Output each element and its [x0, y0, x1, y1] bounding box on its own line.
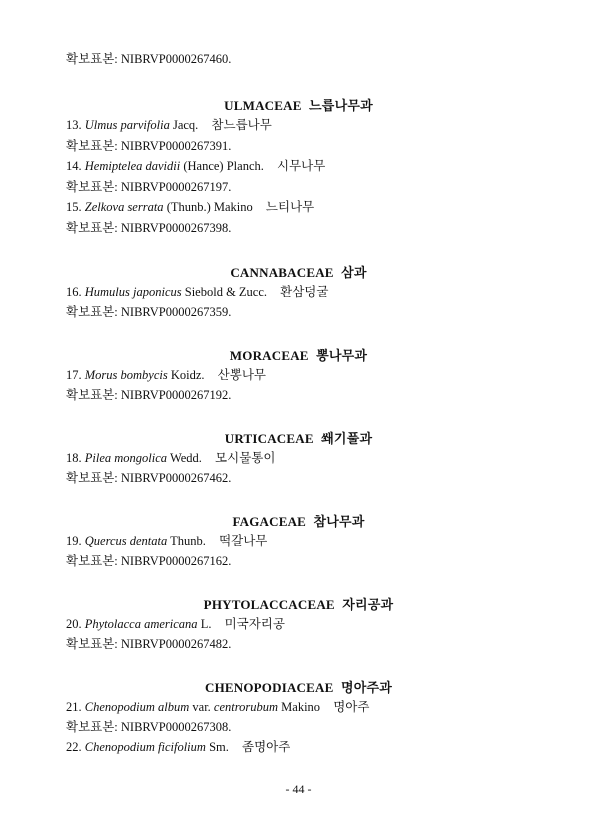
species-entry [66, 450, 275, 466]
specimen-line [66, 51, 231, 67]
family-name: FAGACEAE [232, 514, 307, 529]
specimen-line [66, 179, 231, 195]
specimen-line [66, 220, 231, 236]
author-name: L. [200, 617, 212, 631]
specimen-line [66, 719, 231, 735]
author-name: (Hance) Planch. [183, 159, 264, 173]
family-name: ULMACEAE [224, 98, 302, 113]
family-name: PHYTOLACCACEAE [203, 597, 335, 612]
author-name: Jacq. [172, 118, 199, 132]
korean-name: 좀명아주 [242, 740, 291, 754]
species-number: 17. [66, 368, 82, 382]
korean-name: 느티나무 [265, 200, 315, 214]
specimen-label: 확보표본: [66, 139, 118, 153]
species-number: 14. [66, 159, 82, 173]
scientific-name: Chenopodium album [84, 700, 190, 714]
family-heading [0, 95, 597, 114]
specimen-number: NIBRVP0000267162. [120, 554, 232, 568]
scientific-name: Hemiptelea davidii [84, 159, 181, 173]
scientific-name: Phytolacca americana [84, 617, 198, 631]
family-korean-name: 뽕나무과 [316, 348, 368, 363]
specimen-number: NIBRVP0000267398. [120, 221, 232, 235]
scientific-name: Morus bombycis [84, 368, 168, 382]
specimen-line [66, 636, 231, 652]
specimen-label: 확보표본: [66, 637, 118, 651]
family-name: URTICACEAE [224, 431, 314, 446]
family-heading [0, 511, 597, 530]
species-number: 19. [66, 534, 82, 548]
korean-name: 떡갈나무 [219, 534, 268, 548]
scientific-name: Zelkova serrata [84, 200, 164, 214]
specimen-line [66, 470, 231, 486]
species-entry [66, 284, 328, 300]
korean-name: 참느릅나무 [211, 118, 272, 132]
species-number: 15. [66, 200, 82, 214]
specimen-label: 확보표본: [66, 471, 118, 485]
species-entry [66, 158, 325, 174]
family-korean-name: 참나무과 [313, 514, 365, 529]
species-entry [66, 533, 267, 549]
family-korean-name: 자리공과 [342, 597, 394, 612]
family-heading [0, 677, 597, 696]
species-number: 13. [66, 118, 82, 132]
specimen-number: NIBRVP0000267192. [120, 388, 232, 402]
specimen-label: 확보표본: [66, 388, 118, 402]
species-entry [66, 739, 290, 755]
specimen-label: 확보표본: [66, 180, 118, 194]
family-korean-name: 쐐기풀과 [321, 431, 373, 446]
specimen-label: 확보표본: [66, 305, 118, 319]
specimen-line [66, 138, 231, 154]
variety-name: centrorubum [213, 700, 279, 714]
specimen-label: 확보표본: [66, 52, 118, 66]
author-name: Thunb. [170, 534, 206, 548]
family-name: CANNABACEAE [230, 265, 334, 280]
scientific-name: Chenopodium ficifolium [84, 740, 206, 754]
author-name: Siebold & Zucc. [184, 285, 268, 299]
species-entry [66, 117, 272, 133]
specimen-line [66, 553, 231, 569]
specimen-number: NIBRVP0000267460. [120, 52, 232, 66]
family-name: MORACEAE [229, 348, 309, 363]
species-number: 16. [66, 285, 82, 299]
species-entry [66, 367, 266, 383]
specimen-number: NIBRVP0000267359. [120, 305, 232, 319]
family-korean-name: 느릅나무과 [309, 98, 373, 113]
korean-name: 모시물통이 [215, 451, 276, 465]
specimen-label: 확보표본: [66, 720, 118, 734]
korean-name: 미국자리공 [224, 617, 285, 631]
author-name: Wedd. [169, 451, 202, 465]
specimen-number: NIBRVP0000267391. [120, 139, 232, 153]
specimen-number: NIBRVP0000267482. [120, 637, 232, 651]
species-entry [66, 699, 369, 715]
variety-label: var. [192, 700, 211, 714]
species-number: 18. [66, 451, 82, 465]
korean-name: 산뽕나무 [217, 368, 266, 382]
korean-name: 환삼덩굴 [280, 285, 329, 299]
family-korean-name: 명아주과 [340, 680, 392, 695]
specimen-number: NIBRVP0000267462. [120, 471, 232, 485]
author-name: (Thunb.) Makino [166, 200, 253, 214]
species-number: 20. [66, 617, 82, 631]
specimen-label: 확보표본: [66, 554, 118, 568]
author-name: Makino [281, 700, 321, 714]
scientific-name: Humulus japonicus [84, 285, 182, 299]
korean-name: 명아주 [333, 700, 370, 714]
scientific-name: Pilea mongolica [84, 451, 168, 465]
family-heading [0, 262, 597, 281]
page-number: - 44 - [285, 782, 312, 796]
species-entry [66, 616, 285, 632]
scientific-name: Ulmus parvifolia [84, 118, 170, 132]
family-heading [0, 345, 597, 364]
author-name: Sm. [209, 740, 229, 754]
family-name: CHENOPODIACEAE [205, 680, 334, 695]
family-heading [0, 594, 597, 613]
specimen-number: NIBRVP0000267308. [120, 720, 232, 734]
species-number: 22. [66, 740, 82, 754]
family-korean-name: 삼과 [341, 265, 367, 280]
author-name: Koidz. [170, 368, 205, 382]
family-heading [0, 428, 597, 447]
species-entry [66, 199, 314, 215]
specimen-line [66, 387, 231, 403]
specimen-number: NIBRVP0000267197. [120, 180, 232, 194]
specimen-line [66, 304, 231, 320]
korean-name: 시무나무 [277, 159, 326, 173]
specimen-label: 확보표본: [66, 221, 118, 235]
species-number: 21. [66, 700, 82, 714]
scientific-name: Quercus dentata [84, 534, 168, 548]
